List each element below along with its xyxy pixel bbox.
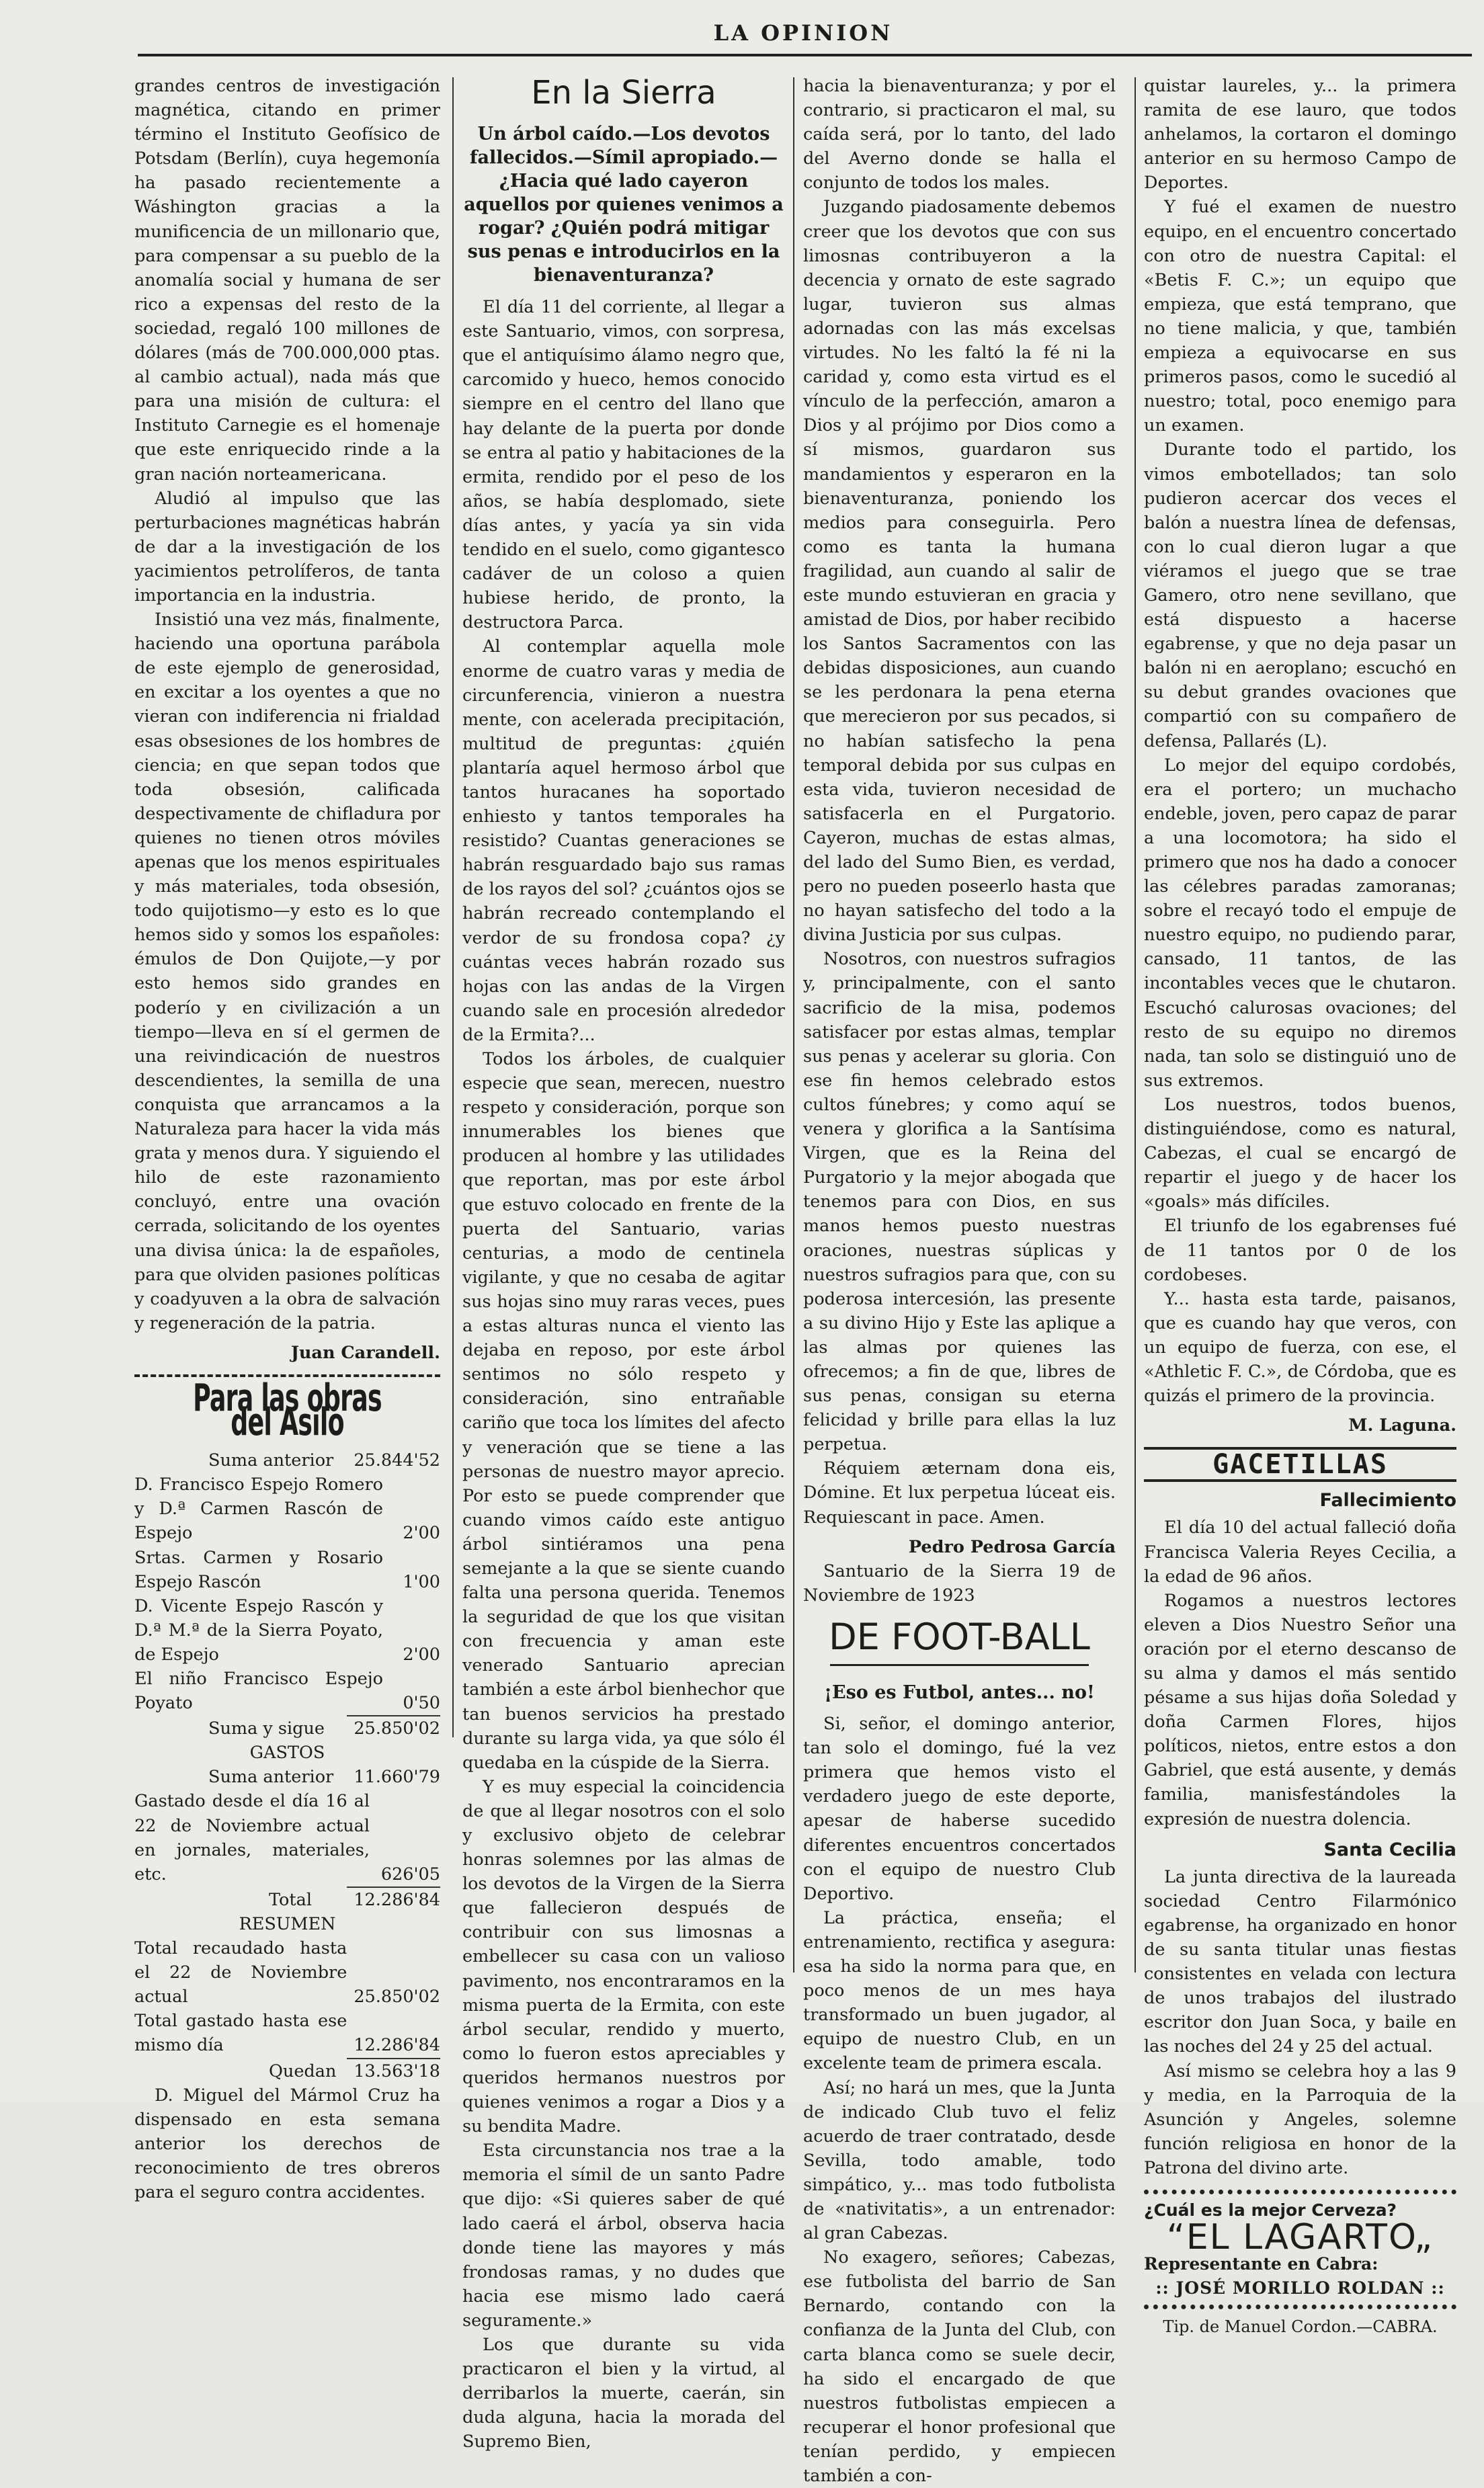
- column-3: [803, 74, 1116, 2488]
- ledger-row: D. Vicente Espejo Rascón y D.ª M.ª de la Sierra Poyato, de Espejo 2'00: [134, 1595, 440, 1665]
- article-paragraph: Juzgando piadosamente debemos creer que los devotos que con sus limosnas contribuyeron a la decencia y ornato de este sagrado lugar, tuvieron sus almas adornadas con las más excelsas virtudes. No les faltó la fé ni la caridad y, como esta virtud es el vínculo de la perfección, amaron a Dios y al prójimo por Dios como a sí mismos, guardaron sus mandamientos y esperaron en la bienaventuranza, poniendo los medios para conseguirla. Pero como es tanta la humana fragilidad, aun cuando al salir de este mundo estuvieran en gracia y amistad de Dios, por haber recibido los Santos Sacramentos con las debidas disposiciones, aun cuando se les perdonara la pena eterna que merecieron por sus pecados, si no habían satisfecho la pena temporal debida por sus culpas en esta vida, tuvieron necesidad de satisfacerla en el Purgatorio. Cayeron, muchas de estas almas, del lado del Sumo Bien, es verdad, pero no pueden poseerlo hasta que no hayan satisfecho del todo a la divina Justicia por sus culpas.: [803, 197, 1116, 946]
- ledger-row: Quedan 13.563'18: [134, 2058, 440, 2083]
- ad-brand: “EL LAGARTO„: [1166, 2217, 1434, 2258]
- article-paragraph: Durante todo el partido, los vimos embotellados; tan solo pudieron acercar dos veces el balón a nuestra línea de defensas, con lo cual dieron lugar a que viéramos el juego que se trae Gamero, otro nene sevillano, que está dispuesto a hacerse egabrense, y que no deja pasar un balón ni en aeroplano; escuchó en su debut grandes ovaciones que compartió con su compañero de defensa, Pallarés (L).: [1144, 440, 1456, 751]
- ledger-row: Suma anterior 11.660'79: [208, 1767, 440, 1788]
- signature: Pedro Pedrosa García: [908, 1536, 1116, 1557]
- article-paragraph: D. Miguel del Mármol Cruz ha dispensado en esta semana anterior los derechos de reconocimiento de tres obreros para el seguro contra accidentes.: [134, 2085, 440, 2202]
- article-paragraph: Insistió una vez más, finalmente, haciendo una oportuna parábola de este ejemplo de generosidad, en excitar a los oyentes a que no vieran con indiferencia ni frialdad esas obsesiones de los hombres de ciencia; en que sepan todos que toda obsesión, calificada despectivamente de chifladura por quienes no tienen otros móviles apenas que los menos espirituales y más materiales, toda obsesión, todo quijotismo—y esto es lo que hemos sido y somos los españoles: émulos de Don Quijote,—y por esto hemos sido grandes en poderío y en civilización a un tiempo—lleva en sí el germen de una reivindicación de nuestros descendientes, la semilla de una conquista que arrancamos a la Naturaleza para hacer la vida más grata y menos dura. Y siguiendo el hilo de este razonamiento concluyó, entre una ovación cerrada, solicitando de los oyentes una divisa única: la de españoles, para que olviden pasiones políticas y coadyuven a la obra de salvación y regeneración de la patria.: [134, 610, 440, 1333]
- article-paragraph: Y... hasta esta tarde, paisanos, que es cuando hay que veros, con un equipo de fuerza, con ese, el «Athletic F. C.», de Córdoba, que es quizás el primero de la provincia.: [1144, 1288, 1456, 1407]
- article-paragraph: quistar laureles, y... la primera ramita de ese lauro, que todos anhelamos, la cortaron el domingo anterior en su hermoso Campo de Deportes.: [1144, 76, 1456, 194]
- article-paragraph: Los nuestros, todos buenos, distinguiéndose, como es natural, Cabezas, el cual se encargó de repartir el juego y de hacer los «goals» más difíciles.: [1144, 1094, 1456, 1212]
- signature: Juan Carandell.: [290, 1342, 440, 1363]
- dateline: Santuario de la Sierra 19 de Noviembre de 1923: [803, 1561, 1116, 1606]
- article-paragraph: El día 11 del corriente, al llegar a este Santuario, vimos, con sorpresa, que el antiquísimo álamo negro que, carcomido y hueco, hemos conocido siempre en el centro del llano que hay delante de la puerta por donde se entra al patio y habitaciones de la ermita, rendido por el peso de los años, se había desplomado, siete días antes, y yacía ya sin vida tendido en el suelo, como gigantesco cadáver de un coloso a quien hubiese herido, de pronto, la destructora Parca.: [462, 297, 785, 633]
- article-paragraph: Y es muy especial la coincidencia de que al llegar nosotros con el solo y exclusivo objeto de celebrar honras solemnes por las almas de los devotos de la Virgen de la Sierra que fallecieron después de contribuir con sus limosnas a embellecer su casa con un valioso pavimento, nos encontraramos en la misma puerta de la Ermita, con este árbol secular, rendido y muerto, como lo fueron estos apreciables y queridos hermanos nuestros por quienes venimos a rogar a Dios y a su bendita Madre.: [462, 1776, 785, 2137]
- article-paragraph: Los que durante su vida practicaron el bien y la virtud, al derribarlos la muerte, caerán, sin duda alguna, hacia la morada del Supremo Bien,: [462, 2334, 785, 2452]
- section-heading: Santa Cecilia: [1323, 1839, 1456, 1860]
- article-paragraph: hacia la bienaventuranza; y por el contrario, si practicaron el mal, su caída será, por lo tanto, del lado del Averno donde se halla el conjunto de todos los males.: [803, 76, 1116, 194]
- article-paragraph: Si, señor, el domingo anterior, tan solo el domingo, fué la vez primera que hemos visto el verdadero juego de este deporte, apesar de haberse sucedido diferentes encuentros concertados con el equipo de nuestro Club Deportivo.: [803, 1714, 1116, 1904]
- ledger-row: Suma anterior 25.844'52: [208, 1450, 440, 1471]
- advertisement: [1144, 2198, 1456, 2300]
- ledger-heading: GASTOS: [249, 1743, 325, 1764]
- section-title: GACETILLAS: [1212, 1449, 1388, 1481]
- column-divider: [452, 77, 454, 1737]
- article-title: DE FOOT-BALL: [829, 1615, 1090, 1658]
- article-paragraph: La junta directiva de la laureada sociedad Centro Filarmónico egabrense, ha organizado en honor de su santa titular unas fiestas consistentes en velada con lectura de unos trabajos del ilustrado escritor don Juan Soca, y baile en las noches del 24 y 25 del actual.: [1144, 1866, 1456, 2057]
- article-paragraph: Nosotros, con nuestros sufragios y, principalmente, con el santo sacrificio de la misa, podemos satisfacer por estas almas, templar sus penas y acelerar su gloria. Con ese fin hemos celebrado estos cultos fúnebres; y como aquí se venera y glorifica a la Santísima Virgen, que es la Reina del Purgatorio y la mejor abogada que tenemos para con Dios, en sus manos hemos puesto nuestras oraciones, nuestras súplicas y nuestros sufragios para que, con su poderosa intercesión, las presente a su divino Hijo y Este las aplique a las almas por quienes las ofrecemos; a fin de que, libres de sus penas, consigan su eterna felicidad y brille para ellas la luz perpetua.: [803, 949, 1116, 1455]
- ad-representative: Representante en Cabra:: [1144, 2254, 1378, 2274]
- ledger-row: Suma y sigue 25.850'02: [134, 1715, 440, 1741]
- article-paragraph: Lo mejor del equipo cordobés, era el portero; un muchacho endeble, joven, pero capaz de parar a una locomotora; ha sido el primero que nos ha dado a conocer las célebres paradas zamoranas; sobre el recayó todo el empuje de nuestro equipo, no pudiendo parar, cansado, 11 tantos, de las incontables veces que le chutaron. Escuchó calurosas ovaciones; del resto de su equipo no diremos nada, tan solo se distinguió uno de sus extremos.: [1144, 755, 1456, 1091]
- article-paragraph: Y fué el examen de nuestro equipo, en el encuentro concertado con otro de nuestra Capital: el «Betis F. C.»; un equipo que empieza, que está temprano, que no tiene malicia, y que, también empieza a equivocarse en sus primeros pasos, como le sucedió al nuestro; total, poco enemigo para un examen.: [1144, 197, 1456, 436]
- article-paragraph: La práctica, enseña; el entrenamiento, rectifica y asegura: esa ha sido la norma para que, en poco menos de un mes haya transformado un buen jugador, al equipo de nuestro Club, en un excelente team de primera escala.: [803, 1907, 1116, 2074]
- section-heading: Fallecimiento: [1319, 1490, 1456, 1511]
- article-paragraph: Réquiem æternam dona eis, Dómine. Et lux perpetua lúceat eis. Requiescant in pace. Amen.: [803, 1458, 1116, 1528]
- page-title: LA OPINION: [713, 20, 893, 46]
- ledger-row: El niño Francisco Espejo Poyato 0'50: [134, 1669, 440, 1714]
- ledger-row: D. Francisco Espejo Romero y D.ª Carmen Rascón de Espejo 2'00: [134, 1475, 440, 1544]
- imprint: Tip. de Manuel Cordon.—CABRA.: [1163, 2317, 1438, 2337]
- column-1: [134, 74, 440, 2204]
- divider: [830, 1664, 1089, 1666]
- article-paragraph: El triunfo de los egabrenses fué de 11 tantos por 0 de los cordobeses.: [1144, 1216, 1456, 1285]
- ledger-heading: RESUMEN: [239, 1913, 336, 1934]
- ledger-row: Srtas. Carmen y Rosario Espejo Rascón 1'00: [134, 1547, 440, 1592]
- article-paragraph: No exagero, señores; Cabezas, ese futbolista del barrio de San Bernardo, contando con la confianza de la Junta del Club, con carta blanca como se suele decir, ha sido el encargado de que nuestros futbolistas empiecen a recuperar el honor profesional que tenían perdido, y empiecen también a con-: [803, 2247, 1116, 2486]
- article-subtitle: Un árbol caído.—Los devotos fallecidos.—Símil apropiado.—¿Hacia qué lado cayeron aquellos por quienes venimos a rogar? ¿Quién podrá mitigar sus penas e introducirlos en la bienaventuranza?: [464, 124, 784, 286]
- article-paragraph: Al contemplar aquella mole enorme de cuatro varas y media de circunferencia, vinieron a nuestra mente, con acelerada precipitación, multitud de preguntas: ¿quién plantaría aquel hermoso árbol que tantos huracanes ha soportado enhiesto y tantos temporales ha resistido? Cuantas generaciones se habrán resguardado bajo sus ramas de los rayos del sol? ¿cuántos ojos se habrán recreado contemplando el verdor de su frondosa copa? ¿y cuántas veces habrán rozado sus hojas con las andas de la Virgen cuando sale en procesión alrededor de la Ermita?...: [462, 636, 785, 1045]
- column-divider: [1135, 77, 1136, 1973]
- article-paragraph: grandes centros de investigación magnética, citando en primer término el Instituto Geofísico de Potsdam (Berlín), cuya hegemonía ha pasado recientemente a Wáshington gracias a la munificencia de un millonario que, para compensar a su pueblo de la anomalía social y humana de ser rico a expensas del resto de la sociedad, regaló 100 millones de dólares (más de 700.000,000 ptas. al cambio actual), nada más que para una misión de cultura: el Instituto Carnegie es el homenaje que este enriquecido rinde a la gran nación norteamericana.: [134, 76, 440, 485]
- ledger-row: Total gastado hasta ese mismo día 12.286'84: [134, 2011, 440, 2056]
- article-subtitle: ¡Eso es Futbol, antes... no!: [824, 1682, 1095, 1703]
- column-divider: [793, 77, 794, 1973]
- ledger-row: Total 12.286'84: [134, 1886, 440, 1912]
- ledger-row: Gastado desde el día 16 al 22 de Noviembre actual en jornales, materiales, etc. 626'05: [134, 1791, 440, 1884]
- article-paragraph: Así mismo se celebra hoy a las 9 y media, en la Parroquia de la Asunción y Angeles, solemne función religiosa en honor de la Patrona del divino arte.: [1144, 2061, 1456, 2178]
- masthead: [134, 20, 1472, 55]
- article-paragraph: El día 10 del actual falleció doña Francisca Valeria Reyes Cecilia, a la edad de 96 años.: [1144, 1518, 1456, 1587]
- ledger-row: Total recaudado hasta el 22 de Noviembre actual 25.850'02: [134, 1938, 440, 2007]
- section-title: Para las obras del Asilo: [193, 1376, 382, 1445]
- divider: [1144, 2190, 1456, 2194]
- divider: [1144, 2305, 1456, 2309]
- donation-ledger: [134, 1448, 440, 2083]
- article-paragraph: Aludió al impulso que las perturbaciones magnéticas habrán de dar a la investigación de los yacimientos petrolíferos, de tanta importancia en la industria.: [134, 488, 440, 606]
- header-rule: [138, 54, 1472, 56]
- article-paragraph: Esta circunstancia nos trae a la memoria el símil de un santo Padre que dijo: «Si quieres saber de qué lado caerá el árbol, observa hacia donde tiene las mayores y más frondosas ramas, y no dudes que hacia ese mismo lado caerá seguramente.»: [462, 2141, 785, 2331]
- article-paragraph: Rogamos a nuestros lectores eleven a Dios Nuestro Señor una oración por el eterno descanso de su alma y damos el más sentido pésame a sus hijas doña Soledad y doña Carmen Flores, hijos políticos, nietos, entre estos a don Gabriel, que está ausente, y demás familia, manisfestándoles la expresión de nuestra dolencia.: [1144, 1590, 1456, 1829]
- ad-name: :: JOSÉ MORILLO ROLDAN ::: [1155, 2278, 1445, 2298]
- column-4: [1144, 74, 1456, 2339]
- article-title: En la Sierra: [531, 74, 716, 112]
- signature: M. Laguna.: [1348, 1415, 1456, 1436]
- ad-question: ¿Cuál es la mejor Cerveza?: [1144, 2200, 1397, 2220]
- column-2: [462, 74, 785, 2454]
- article-paragraph: Así; no hará un mes, que la Junta de indicado Club tuvo el feliz acuerdo de traer contratado, desde Sevilla, todo amable, todo simpático, y... mas todo futbolista de «nativitatis», a un entrenador: al gran Cabezas.: [803, 2077, 1116, 2244]
- article-paragraph: Todos los árboles, de cualquier especie que sean, merecen, nuestro respeto y consideración, porque son innumerables los bienes que producen al hombre y las utilidades que reportan, mas por este árbol que estuvo colocado en frente de la puerta del Santuario, varias centurias, a modo de centinela vigilante, y que no cesaba de agitar sus hojas sino muy raras veces, pues a estas alturas nunca el viento las dejaba en reposo, por este árbol sentimos no sólo respeto y consideración, sino entrañable cariño que toca los límites del afecto y veneración que se tiene a las personas de nuestro mayor aprecio. Por esto se puede comprender que cuando vimos caído este antiguo árbol sintiéramos una pena semejante a la que se siente cuando falta una persona querida. Tenemos la seguridad de que los que visitan con frecuencia y aman este venerado Santuario aprecian también a este árbol bienhechor que tan buenos servicios ha prestado durante su larga vida, ya que sólo él quedaba en la cúspide de la Sierra.: [462, 1049, 785, 1773]
